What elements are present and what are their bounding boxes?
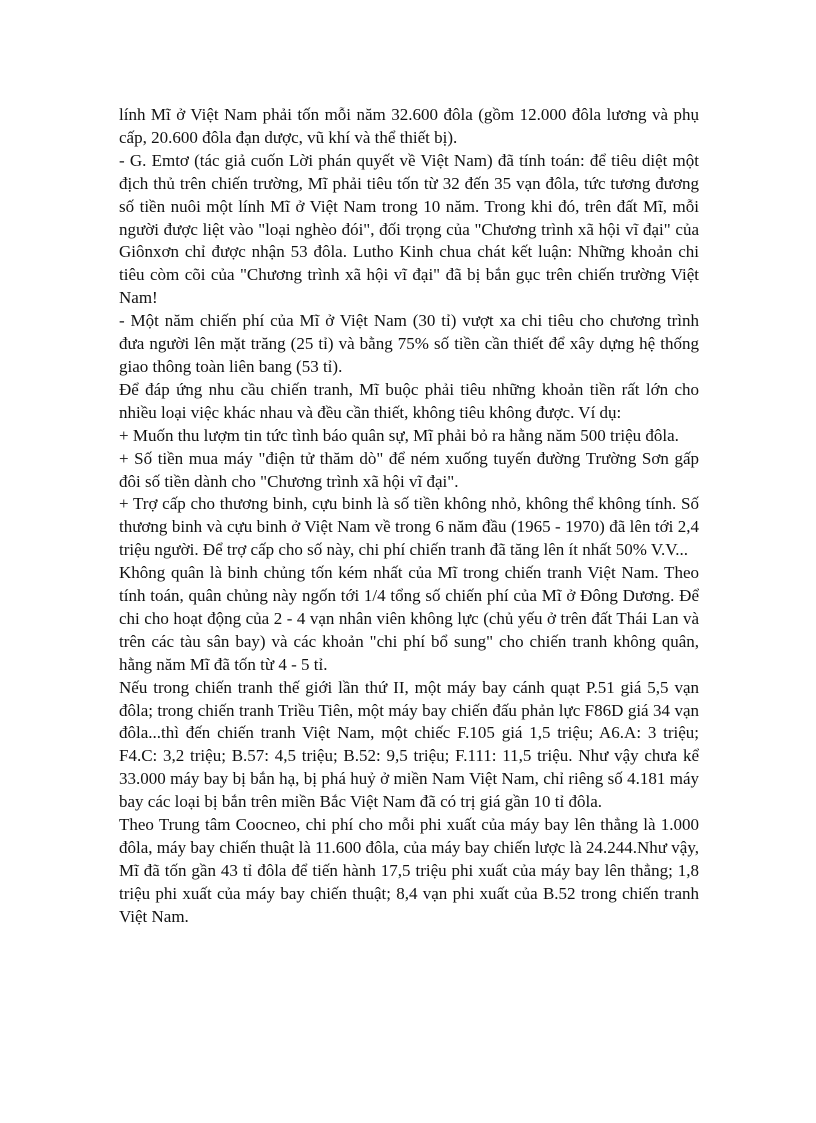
paragraph-annual-war-cost: - Một năm chiến phí của Mĩ ở Việt Nam (30 tỉ) vượt xa chi tiêu cho chương trình đưa người lên mặt trăng (25 tỉ) và bằng 75% số tiền cần thiết để xây dựng hệ thống giao thông toàn liên bang (53 tỉ). [119,311,699,376]
paragraph-sortie-cost: Theo Trung tâm Coocneo, chi phí cho mỗi phi xuất của máy bay lên thẳng là 1.000 đôla, máy bay chiến thuật là 11.600 đôla, của máy bay chiến lược là 24.244.Như vậy, Mĩ đã tốn gần 43 tỉ đôla để tiến hành 17,5 triệu phi xuất của máy bay lên thẳng; 1,8 triệu phi xuất của máy bay chiến thuật; 8,4 vạn phi xuất của B.52 trong chiến tranh Việt Nam. [119,815,699,926]
paragraph-war-needs: Để đáp ứng nhu cầu chiến tranh, Mĩ buộc phải tiêu những khoản tiền rất lớn cho nhiều loại việc khác nhau và đều cần thiết, không tiêu không được. Ví dụ: [119,379,699,422]
paragraph-intelligence-cost: + Muốn thu lượm tin tức tình báo quân sự, Mĩ phải bỏ ra hằng năm 500 triệu đôla. [119,425,679,445]
paragraph-veterans-cost: + Trợ cấp cho thương binh, cựu binh là số tiền không nhỏ, không thể không tính. Số thương binh và cựu binh ở Việt Nam về trong 6 năm đầu (1965 - 1970) đã lên tới 2,4 triệu người. Để trợ cấp cho số này, chi phí chiến tranh đã tăng lên ít nhất 50% V.V... [119,494,699,560]
paragraph-emto-calculation: - G. Emtơ (tác giả cuốn Lời phán quyết về Việt Nam) đã tính toán: để tiêu diệt một địch thủ trên chiến trường, Mĩ phải tiêu tốn từ 32 đến 35 vạn đôla, tức tương đương số tiền nuôi một lính Mĩ ở Việt Nam trong 10 năm. Trong khi đó, trên đất Mĩ, mỗi người được liệt vào "loại nghèo đói", đối trọng của "Chương trình xã hội vĩ đại" của Giônxơn chỉ được nhận 53 đôla. Lutho Kinh chua chát kết luận: Những khoản chi tiêu còm cõi của "Chương trình xã hội vĩ đại" đã bị bắn gục trên chiến trường Việt Nam! [119,150,699,308]
paragraph-air-force-cost: Không quân là binh chủng tốn kém nhất của Mĩ trong chiến tranh Việt Nam. Theo tính toán, quân chủng này ngốn tới 1/4 tổng số chiến phí của Mĩ ở Đông Dương. Để chi cho hoạt động của 2 - 4 vạn nhân viên không lực (chủ yếu ở trên đất Thái Lan và trên các tàu sân bay) và các khoản "chi phí bổ sung" cho chiến tranh không quân, hằng năm Mĩ đã tốn từ 4 - 5 tỉ. [119,563,699,674]
document-body [119,104,699,929]
paragraph-soldier-cost: lính Mĩ ở Việt Nam phải tốn mỗi năm 32.600 đôla (gồm 12.000 đôla lương và phụ cấp, 20.600 đôla đạn dược, vũ khí và thể thiết bị). [119,105,699,147]
paragraph-sensor-cost: + Số tiền mua máy "điện tử thăm dò" để ném xuống tuyến đường Trường Sơn gấp đôi số tiền dành cho "Chương trình xã hội vĩ đại". [119,448,699,491]
paragraph-aircraft-prices: Nếu trong chiến tranh thế giới lần thứ II, một máy bay cánh quạt P.51 giá 5,5 vạn đôla; trong chiến tranh Triều Tiên, một máy bay chiến đấu phản lực F86D giá 34 vạn đôla...thì đến chiến tranh Việt Nam, một chiếc F.105 giá 1,5 triệu; A6.A: 3 triệu; F4.C: 3,2 triệu; B.57: 4,5 triệu; B.52: 9,5 triệu; F.111: 11,5 triệu. Như vậy chưa kể 33.000 máy bay bị bắn hạ, bị phá huỷ ở miền Nam Việt Nam, chỉ riêng số 4.181 máy bay các loại bị bắn trên miền Bắc Việt Nam đã có trị giá gần 10 tỉ đôla. [119,677,699,812]
